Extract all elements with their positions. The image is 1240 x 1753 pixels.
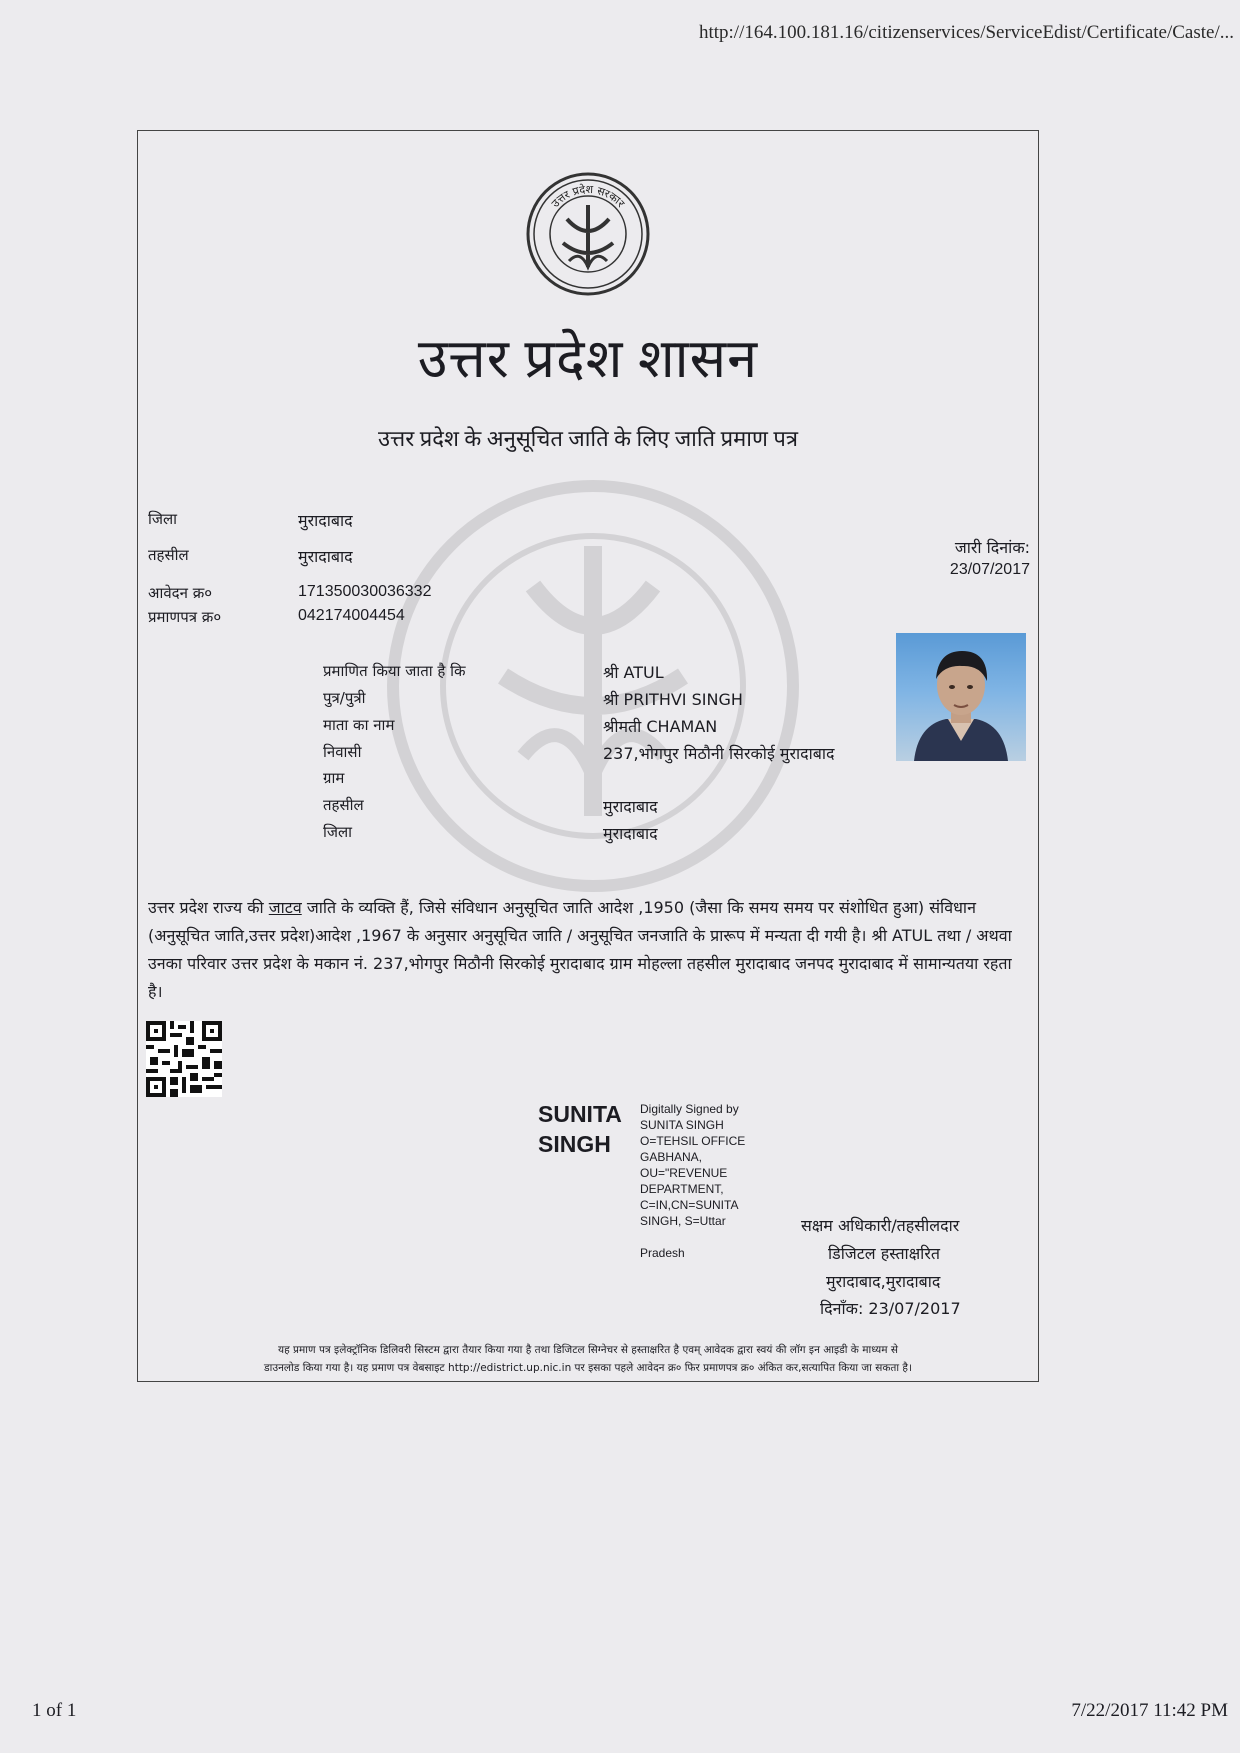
tehsil-value: मुरादाबाद: [298, 547, 353, 566]
certificate-disclaimer: यह प्रमाण पत्र इलेक्ट्रॉनिक डिलिवरी सिस्टम द्वारा तैयार किया गया है तथा डिजिटल सिग्नेचर से हस्ताक्षरित है एवम् आवेदक द्वारा स्वयं की लॉग इन आइडी के माध्यम से डाउनलोड किया गया है। यह प्रमाण पत्र वेबसाइट http://edistrict.up.nic.in पर इसका पहले आवेदन क्र० फिर प्रमाणपत्र क्र० अंकित कर,सत्यापित किया जा सकता है।: [264, 1344, 912, 1374]
detail-value: मुरादाबाद: [603, 797, 658, 816]
applicant-photo: [896, 633, 1026, 761]
detail-label: जिला: [323, 823, 353, 841]
officer-place: मुरादाबाद,मुरादाबाद: [826, 1272, 941, 1291]
issue-date-label: जारी दिनांक:: [954, 538, 1030, 557]
application-no: 171350030036332: [298, 583, 432, 600]
signer-name: SUNITA SINGH: [538, 1101, 622, 1157]
digital-signature-details: Digitally Signed by SUNITA SINGH O=TEHSIL OFFICE GABHANA, OU="REVENUE DEPARTMENT, C=IN,CN=SUNITA SINGH, S=Uttar: [640, 1102, 746, 1228]
detail-label: ग्राम: [323, 769, 345, 787]
detail-value: श्री ATUL: [603, 663, 664, 682]
certificate-no: 042174004454: [298, 607, 405, 624]
detail-value: मुरादाबाद: [603, 824, 658, 843]
issue-date: 23/07/2017: [949, 561, 1030, 578]
qr-code[interactable]: [146, 1021, 222, 1097]
district-label: जिला: [148, 510, 178, 528]
certificate-subtitle: उत्तर प्रदेश के अनुसूचित जाति के लिए जाति प्रमाण पत्र: [377, 426, 799, 451]
application-no-label: आवेदन क्र०: [148, 584, 213, 602]
detail-label: पुत्र/पुत्री: [323, 689, 366, 707]
caste-name: जाटव: [268, 898, 302, 917]
digital-signature-state: Pradesh: [640, 1246, 685, 1260]
officer-designation: सक्षम अधिकारी/तहसीलदार: [801, 1216, 960, 1235]
detail-label: माता का नाम: [323, 716, 395, 734]
detail-label: तहसील: [323, 796, 364, 814]
page-count: 1 of 1: [32, 1700, 77, 1721]
detail-value: श्री PRITHVI SINGH: [603, 690, 743, 709]
certificate-statement: उत्तर प्रदेश राज्य की जाटव जाति के व्यक्ति हैं, जिसे संविधान अनुसूचित जाति आदेश ,1950 (जैसा कि समय समय पर संशोधित हुआ) संविधान (अनुसूचित जाति,उत्तर प्रदेश)आदेश ,1967 के अनुसार अनुसूचित जाति / अनुसूचित जनजाति के प्रारूप में मन्यता दी गयी है। श्री ATUL तथा / अथवा उनका परिवार उत्तर प्रदेश के मकान नं. 237,भोगपुर मिठौनी सिरकोई मुरादाबाद ग्राम मोहल्ला तहसील मुरादाबाद जनपद मुरादाबाद में सामान्यतया रहता है।: [148, 898, 1012, 1001]
detail-value: 237,भोगपुर मिठौनी सिरकोई मुरादाबाद: [603, 744, 835, 763]
state-emblem-seal: [525, 171, 651, 297]
officer-digital-sign: डिजिटल हस्ताक्षरित: [828, 1244, 940, 1263]
print-timestamp: 7/22/2017 11:42 PM: [1071, 1700, 1228, 1721]
detail-label: प्रमाणित किया जाता है कि: [323, 662, 466, 680]
detail-label: निवासी: [323, 743, 362, 761]
svg-text:उत्तर प्रदेश सरकार: उत्तर प्रदेश सरकार: [548, 182, 628, 211]
emblem-watermark: [383, 476, 803, 896]
certificate: [137, 130, 1039, 1382]
certificate-no-label: प्रमाणपत्र क्र०: [148, 608, 222, 626]
certificate-title: उत्तर प्रदेश शासन: [417, 329, 759, 389]
district-value: मुरादाबाद: [298, 511, 353, 530]
detail-value: श्रीमती CHAMAN: [603, 717, 718, 736]
browser-url: http://164.100.181.16/citizenservices/ServiceEdist/Certificate/Caste/...: [698, 22, 1234, 43]
officer-date: दिनाँक: 23/07/2017: [820, 1299, 961, 1318]
tehsil-label: तहसील: [148, 546, 189, 564]
